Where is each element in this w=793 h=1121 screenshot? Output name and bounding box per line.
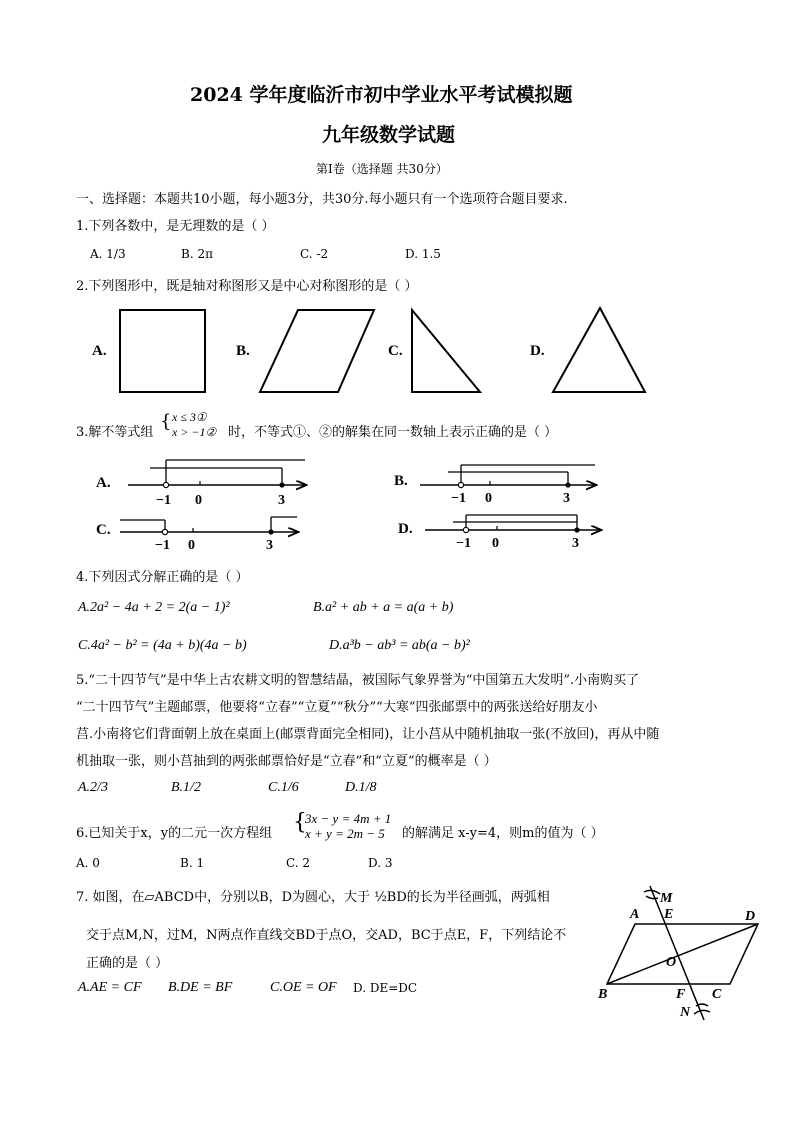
section-header: 第Ⅰ卷（选择题 共30分） bbox=[316, 162, 448, 176]
q7-option-d: D. DE=DC bbox=[353, 981, 418, 995]
tick-label: 0 bbox=[485, 491, 492, 506]
tick-label: 0 bbox=[492, 536, 499, 551]
q5-option-b: B.1/2 bbox=[171, 780, 201, 795]
q4-option-c: C.4a² − b² = (4a + b)(4a − b) bbox=[78, 638, 247, 653]
number-line-a bbox=[128, 460, 305, 508]
q2-label-c: C. bbox=[388, 343, 403, 359]
tick-label: −1 bbox=[456, 536, 471, 551]
q4-option-d: D.a³b − ab³ = ab(a − b)² bbox=[329, 638, 470, 653]
q6-stem-post: 的解满足 x-y=4，则m的值为（ ） bbox=[402, 826, 604, 841]
page-title: 2024 学年度临沂市初中学业水平考试模拟题 bbox=[190, 84, 573, 106]
q1-stem: 1.下列各数中，是无理数的是（ ） bbox=[76, 219, 275, 234]
label-n: N bbox=[680, 1005, 691, 1020]
q6-system-2: x + y = 2m − 5 bbox=[305, 826, 385, 841]
tick-label: 3 bbox=[266, 538, 273, 553]
tick-label: −1 bbox=[156, 493, 171, 508]
q7-option-b: B.DE = BF bbox=[168, 980, 233, 995]
tick-label: −1 bbox=[155, 538, 170, 553]
q6-system-1: 3x − y = 4m + 1 bbox=[305, 811, 392, 826]
q3-number-lines bbox=[0, 450, 793, 560]
label-e: E bbox=[664, 907, 674, 922]
q7-figure bbox=[590, 880, 790, 1025]
tick-label: 3 bbox=[563, 491, 570, 506]
label-f: F bbox=[676, 987, 686, 1002]
tick-label: 3 bbox=[572, 536, 579, 551]
q3-label-d: D. bbox=[398, 521, 413, 537]
q3-stem-pre: 3.解不等式组 bbox=[76, 425, 154, 440]
q1-option-b: B. 2π bbox=[181, 247, 213, 261]
q2-label-b: B. bbox=[236, 343, 250, 359]
q5-line-2: “二十四节气”主题邮票，他要将“立春”“立夏”“秋分”“大寒”四张邮票中的两张送给好朋友小 bbox=[76, 700, 598, 715]
q3-label-c: C. bbox=[96, 522, 111, 538]
label-o: O bbox=[666, 955, 677, 970]
label-c: C bbox=[712, 987, 722, 1002]
q3-system-2: x > −1② bbox=[172, 425, 217, 439]
tick-label: −1 bbox=[451, 491, 466, 506]
q5-line-1: 5.“二十四节气”是中华上古农耕文明的智慧结晶，被国际气象界誉为“中国第五大发明”.小南购买了 bbox=[76, 673, 640, 688]
q2-label-a: A. bbox=[92, 343, 107, 359]
q6-stem-pre: 6.已知关于x，y的二元一次方程组 bbox=[76, 826, 273, 841]
q5-option-a: A.2/3 bbox=[78, 780, 108, 795]
label-d: D bbox=[745, 909, 756, 924]
q6-option-c: C. 2 bbox=[286, 856, 311, 870]
instructions: 一、选择题：本题共10小题，每小题3分，共30分.每小题只有一个选项符合题目要求. bbox=[76, 192, 568, 207]
q5-line-3: 莒.小南将它们背面朝上放在桌面上(邮票背面完全相同)，让小莒从中随机抽取一张(不放回)，再从中随 bbox=[76, 727, 660, 742]
q1-option-d: D. 1.5 bbox=[405, 247, 441, 261]
parallelogram-shape bbox=[260, 310, 374, 392]
q7-option-c: C.OE = OF bbox=[270, 980, 337, 995]
tick-label: 3 bbox=[278, 493, 285, 508]
q2-stem: 2.下列图形中，既是轴对称图形又是中心对称图形的是（ ） bbox=[76, 279, 418, 294]
q7-line-1: 7. 如图，在▱ABCD中，分别以B，D为圆心，大于 ½BD的长为半径画弧，两弧相 bbox=[76, 890, 550, 905]
right-triangle-shape bbox=[412, 310, 480, 392]
q4-option-a: A.2a² − 4a + 2 = 2(a − 1)² bbox=[78, 600, 230, 615]
q7-option-a: A.AE = CF bbox=[78, 980, 142, 995]
arc-n2 bbox=[696, 1004, 708, 1006]
square-shape bbox=[120, 310, 205, 392]
q6-option-d: D. 3 bbox=[368, 856, 393, 870]
tick-label: 0 bbox=[195, 493, 202, 508]
q2-label-d: D. bbox=[530, 343, 545, 359]
q3-brace: { bbox=[160, 411, 172, 432]
q6-option-b: B. 1 bbox=[180, 856, 205, 870]
q3-label-a: A. bbox=[96, 475, 111, 491]
q2-shapes bbox=[0, 300, 793, 400]
q7-line-3: 正确的是（ ） bbox=[86, 956, 169, 971]
number-line-c bbox=[120, 517, 297, 553]
q3-label-b: B. bbox=[394, 473, 408, 489]
equilateral-triangle-shape bbox=[553, 308, 645, 392]
q1-option-c: C. -2 bbox=[300, 247, 329, 261]
q3-system-1: x ≤ 3① bbox=[172, 410, 207, 424]
q1-option-a: A. 1/3 bbox=[90, 247, 126, 261]
number-line-b bbox=[420, 465, 595, 506]
q5-option-d: D.1/8 bbox=[345, 780, 377, 795]
label-m: M bbox=[660, 891, 673, 906]
tick-label: 0 bbox=[188, 538, 195, 553]
q5-option-c: C.1/6 bbox=[268, 780, 299, 795]
number-line-d bbox=[425, 515, 600, 551]
arc-m2 bbox=[646, 896, 658, 899]
q5-line-4: 机抽取一张，则小莒抽到的两张邮票恰好是“立春”和“立夏”的概率是（ ） bbox=[76, 754, 497, 769]
page-subtitle: 九年级数学试题 bbox=[322, 124, 456, 146]
q7-line-2: 交于点M,N，过M，N两点作直线交BD于点O，交AD，BC于点E，F，下列结论不 bbox=[86, 928, 567, 943]
label-b: B bbox=[598, 987, 608, 1002]
q4-option-b: B.a² + ab + a = a(a + b) bbox=[313, 600, 454, 615]
q6-option-a: A. 0 bbox=[76, 856, 100, 870]
q4-stem: 4.下列因式分解正确的是（ ） bbox=[76, 570, 249, 585]
q3-stem-post: 时，不等式①、②的解集在同一数轴上表示正确的是（ ） bbox=[228, 425, 558, 440]
label-a: A bbox=[630, 907, 640, 922]
q6-brace: { bbox=[293, 810, 307, 835]
diagonal-bd bbox=[607, 924, 758, 984]
